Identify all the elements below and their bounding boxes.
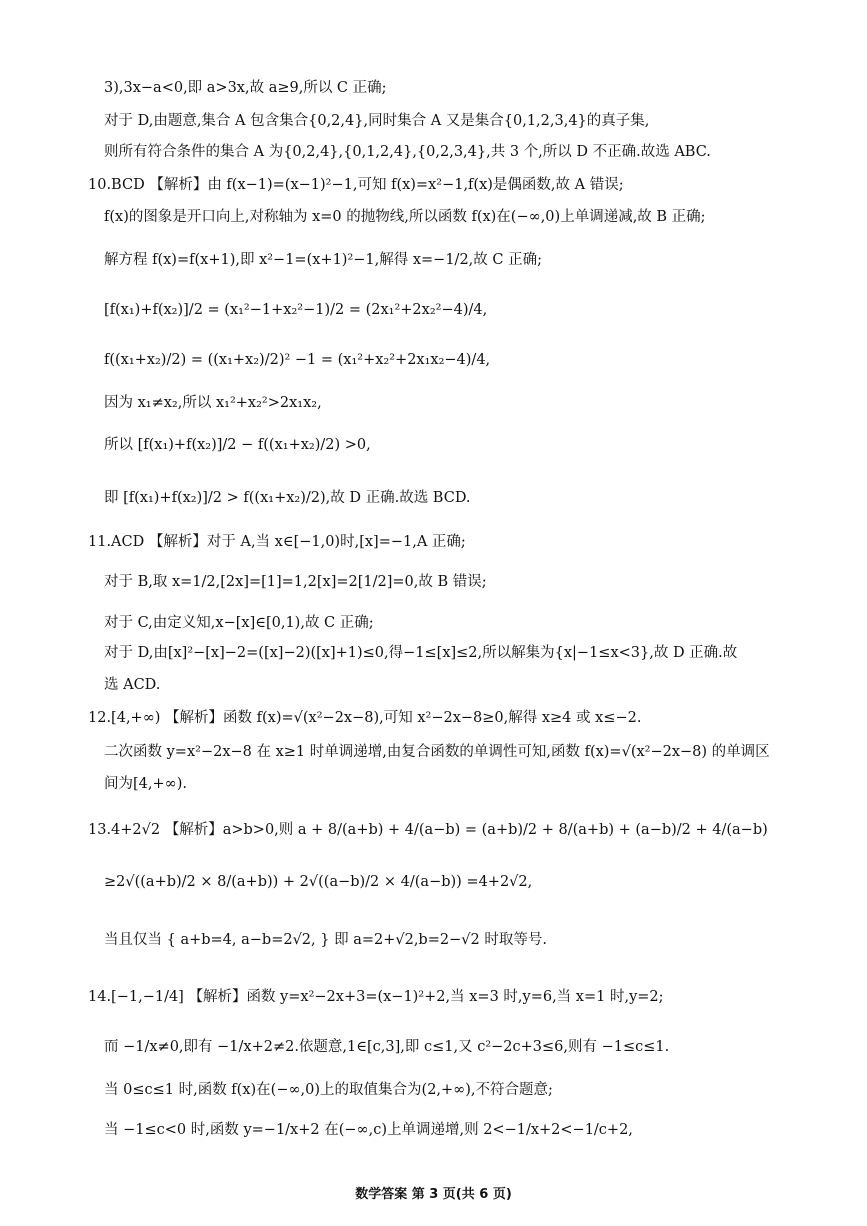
page-footer: 数学答案 第 3 页(共 6 页)	[355, 1187, 512, 1202]
text-line: 解方程 f(x)=f(x+1),即 x²−1=(x+1)²−1,解得 x=−1/2,故 C 正确;	[104, 252, 542, 268]
text-line: f(x)的图象是开口向上,对称轴为 x=0 的抛物线,所以函数 f(x)在(−∞,0)上单调递减,故 B 正确;	[104, 209, 706, 225]
formula-line: ≥2√((a+b)/2 × 8/(a+b)) + 2√((a−b)/2 × 4/(a−b)) =4+2√2,	[104, 874, 533, 890]
formula-line: 即 [f(x₁)+f(x₂)]/2 > f((x₁+x₂)/2),故 D 正确.故选 BCD.	[104, 490, 471, 506]
text-line: 对于 B,取 x=1/2,[2x]=[1]=1,2[x]=2[1/2]=0,故 B 错误;	[104, 574, 487, 590]
text-line: 二次函数 y=x²−2x−8 在 x≥1 时单调递增,由复合函数的单调性可知,函数 f(x)=√(x²−2x−8) 的单调区	[104, 744, 770, 760]
text-line: 则所有符合条件的集合 A 为{0,2,4},{0,1,2,4},{0,2,3,4},共 3 个,所以 D 不正确.故选 ABC.	[104, 144, 711, 160]
formula-line: 当且仅当 { a+b=4, a−b=2√2, } 即 a=2+√2,b=2−√2 时取等号.	[104, 932, 547, 948]
question-13-header: 13.4+2√2 【解析】a>b>0,则 a + 8/(a+b) + 4/(a−b) = (a+b)/2 + 8/(a+b) + (a−b)/2 + 4/(a−b)	[88, 822, 768, 838]
text-line: 间为[4,+∞).	[104, 776, 187, 792]
text-line: 因为 x₁≠x₂,所以 x₁²+x₂²>2x₁x₂,	[104, 395, 322, 411]
question-14-header: 14.[−1,−1/4] 【解析】函数 y=x²−2x+3=(x−1)²+2,当 x=3 时,y=6,当 x=1 时,y=2;	[88, 989, 664, 1005]
text-line: 而 −1/x≠0,即有 −1/x+2≠2.依题意,1∈[c,3],即 c≤1,又 c²−2c+3≤6,则有 −1≤c≤1.	[104, 1039, 670, 1055]
formula-line: f((x₁+x₂)/2) = ((x₁+x₂)/2)² −1 = (x₁²+x₂²+2x₁x₂−4)/4,	[104, 352, 491, 368]
text-line: 对于 D,由题意,集合 A 包含集合{0,2,4},同时集合 A 又是集合{0,1,2,3,4}的真子集,	[104, 113, 650, 129]
text-line: 对于 D,由[x]²−[x]−2=([x]−2)([x]+1)≤0,得−1≤[x]≤2,所以解集为{x|−1≤x<3},故 D 正确.故	[104, 645, 738, 661]
question-12-header: 12.[4,+∞) 【解析】函数 f(x)=√(x²−2x−8),可知 x²−2x−8≥0,解得 x≥4 或 x≤−2.	[88, 710, 642, 726]
formula-line: 所以 [f(x₁)+f(x₂)]/2 − f((x₁+x₂)/2) >0,	[104, 437, 371, 453]
formula-line: [f(x₁)+f(x₂)]/2 = (x₁²−1+x₂²−1)/2 = (2x₁²+2x₂²−4)/4,	[104, 302, 488, 318]
text-line: 当 −1≤c<0 时,函数 y=−1/x+2 在(−∞,c)上单调递增,则 2<−1/x+2<−1/c+2,	[104, 1122, 633, 1138]
question-10-header: 10.BCD 【解析】由 f(x−1)=(x−1)²−1,可知 f(x)=x²−1,f(x)是偶函数,故 A 错误;	[88, 177, 624, 193]
text-line: 3),3x−a<0,即 a>3x,故 a≥9,所以 C 正确;	[104, 80, 387, 96]
text-line: 选 ACD.	[104, 677, 161, 693]
text-line: 当 0≤c≤1 时,函数 f(x)在(−∞,0)上的取值集合为(2,+∞),不符合题意;	[104, 1082, 553, 1098]
question-11-header: 11.ACD 【解析】对于 A,当 x∈[−1,0)时,[x]=−1,A 正确;	[88, 534, 466, 550]
text-line: 对于 C,由定义知,x−[x]∈[0,1),故 C 正确;	[104, 615, 374, 631]
